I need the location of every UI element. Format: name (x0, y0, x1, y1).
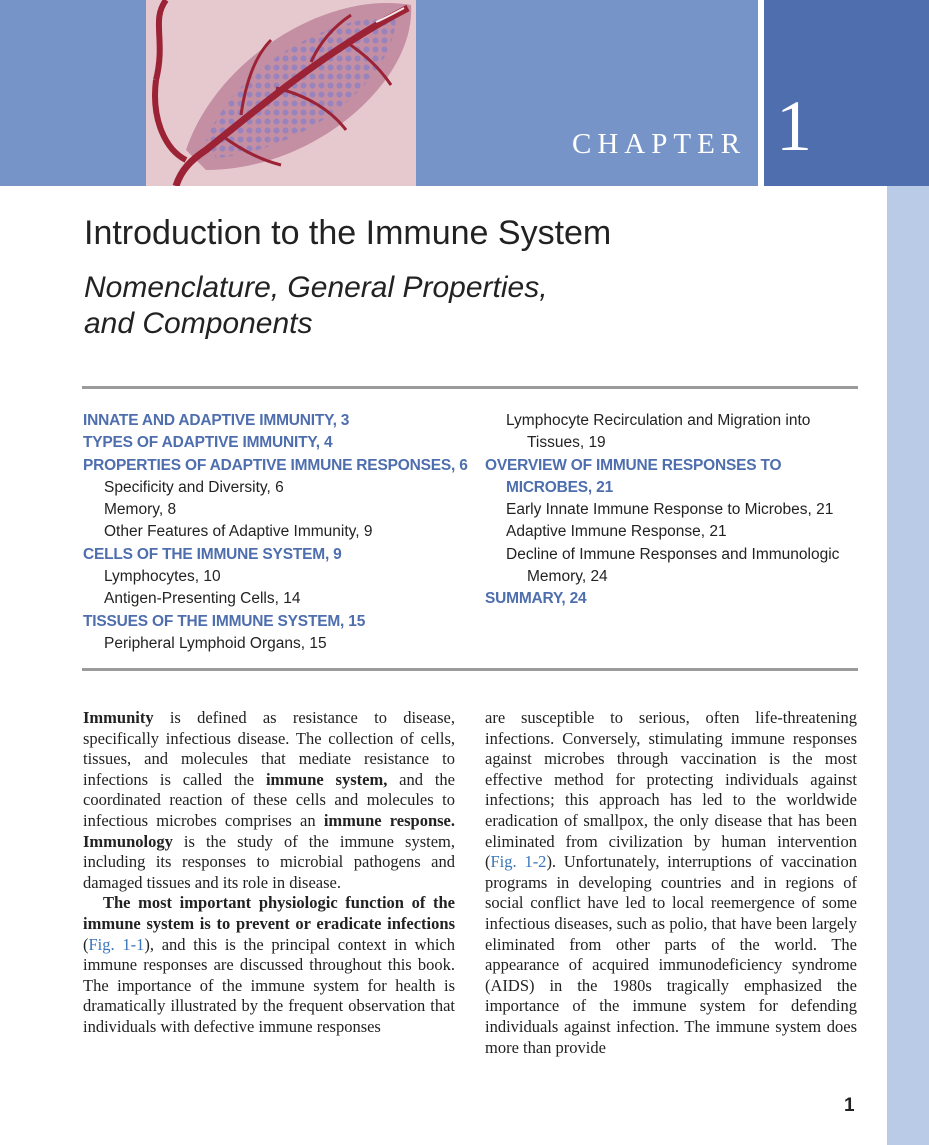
figure-link[interactable]: Fig. 1-1 (88, 934, 145, 954)
bold-term: The most important physiologic function of the immune system is to prevent or eradicate infections (83, 893, 455, 933)
bold-term: immune system, (265, 769, 388, 789)
toc-entry[interactable]: Lymphocytes, 10 (104, 568, 221, 586)
toc-entry[interactable]: Adaptive Immune Response, 21 (506, 523, 727, 541)
leaf-vein-illustration (146, 0, 416, 186)
toc-entry[interactable]: Specificity and Diversity, 6 (104, 478, 284, 496)
chapter-label: CHAPTER (572, 128, 747, 160)
toc-left-column (83, 410, 473, 655)
toc-entry[interactable]: Peripheral Lymphoid Organs, 15 (104, 634, 327, 652)
body-text: are susceptible to serious, often life-threatening infections. Conversely, stimulating immune responses against microbes through vaccination is the most effective method for protecting individuals against infections; this approach has led to the worldwide eradication of smallpox, the only disease that has been eliminated from civilization by human intervention ( (485, 708, 857, 872)
body-text: ), and this is the principal context in which immune responses are discussed throughout this book. The importance of the immune system for health is dramatically illustrated by the frequent observation that individuals with defective immune responses (83, 934, 455, 1036)
toc-top-rule (82, 386, 858, 389)
body-text: is defined as resistance to disease, specifically infectious disease. The collection of cells, tissues, and molecules that mediate resistance to infections is called the (83, 708, 455, 789)
body-text: and the coordinated reaction of these cells and molecules to infectious microbes comprises an (83, 769, 455, 830)
toc-entry[interactable]: INNATE AND ADAPTIVE IMMUNITY, 3 (83, 412, 350, 429)
page-subtitle (84, 270, 644, 342)
toc-entry[interactable]: CELLS OF THE IMMUNE SYSTEM, 9 (83, 545, 342, 563)
body-column-left (83, 708, 455, 1038)
toc-entry[interactable]: Lymphocyte Recirculation and Migration into (506, 412, 811, 429)
page-title: Introduction to the Immune System (84, 214, 612, 252)
toc-entry[interactable]: Decline of Immune Responses and Immunologic (506, 545, 840, 563)
body-paragraph (83, 708, 455, 893)
page-number: 1 (844, 1095, 855, 1116)
toc-entry[interactable]: Antigen-Presenting Cells, 14 (104, 590, 301, 608)
toc-entry[interactable]: OVERVIEW OF IMMUNE RESPONSES TO (485, 456, 782, 474)
body-text: ). Unfortunately, interruptions of vaccination programs in developing countries and in regions of social conflict have led to local reemergence of some infectious diseases, such as polio, that have been largely eliminated from other parts of the world. The appearance of acquired immunodeficiency syndrome (AIDS) in the 1980s tragically emphasized the importance of the immune system for defending individuals against infection. The immune system does more than provide (485, 852, 857, 1057)
body-text: is the study of the immune system, including its responses to microbial pathogens and damaged tissues and its role in disease. (83, 831, 455, 892)
toc-entry-continuation[interactable]: MICROBES, 21 (506, 478, 613, 496)
leaf-icon (146, 0, 416, 186)
body-paragraph (83, 893, 455, 1037)
toc-entry[interactable]: Memory, 8 (104, 501, 177, 519)
toc-right-column (485, 410, 875, 611)
body-text: ( (83, 934, 89, 954)
toc-entry-continuation[interactable]: Memory, 24 (527, 568, 608, 586)
toc-entry[interactable]: Early Innate Immune Response to Microbes, 21 (506, 501, 834, 519)
body-paragraph (485, 708, 857, 1058)
toc-bottom-rule (82, 668, 858, 671)
bold-term: Immunity (83, 708, 154, 727)
toc-entry[interactable]: PROPERTIES OF ADAPTIVE IMMUNE RESPONSES, 6 (83, 456, 468, 474)
side-strip (887, 186, 929, 1145)
body-column-right (485, 708, 857, 1058)
toc-entry[interactable]: TYPES OF ADAPTIVE IMMUNITY, 4 (83, 434, 333, 452)
bold-term: Immunology (83, 831, 173, 851)
figure-link[interactable]: Fig. 1-2 (490, 852, 547, 872)
toc-entry[interactable]: Other Features of Adaptive Immunity, 9 (104, 523, 373, 541)
subtitle-line-2: and Components (84, 307, 313, 340)
toc-entry[interactable]: SUMMARY, 24 (485, 590, 587, 608)
toc-entry[interactable]: TISSUES OF THE IMMUNE SYSTEM, 15 (83, 612, 366, 630)
bold-term: immune response. (323, 810, 455, 830)
toc-entry-continuation[interactable]: Tissues, 19 (527, 434, 606, 452)
chapter-number: 1 (776, 86, 812, 166)
subtitle-line-1: Nomenclature, General Properties, (84, 271, 548, 304)
